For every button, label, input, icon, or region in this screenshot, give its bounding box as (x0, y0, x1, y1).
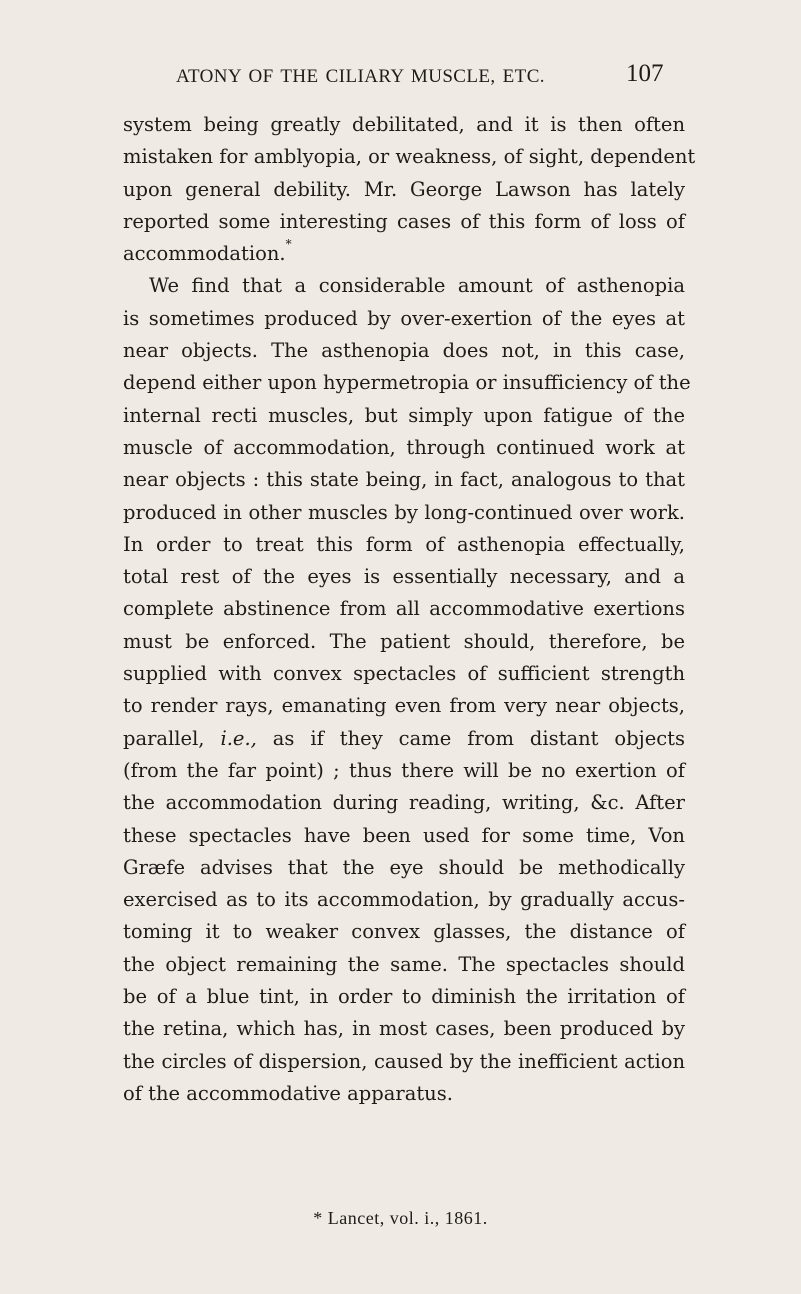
text-line: produced in other muscles by long-continued over work. (123, 500, 685, 524)
running-title: ATONY OF THE CILIARY MUSCLE, ETC. (176, 66, 545, 87)
text-line: reported some interesting cases of this form of loss of (123, 209, 685, 233)
text-line (123, 723, 685, 755)
text-line: the retina, which has, in most cases, been produced by (123, 1017, 685, 1041)
text-line: the circles of dispersion, caused by the inefficient action (123, 1049, 685, 1073)
text-line: internal recti muscles, but simply upon fatigue of the (123, 403, 685, 427)
text-line: mistaken for amblyopia, or weakness, of sight, dependent (123, 145, 696, 169)
text-line: toming it to weaker convex glasses, the distance of (123, 920, 685, 944)
text-line: near objects : this state being, in fact, analogous to that (123, 468, 685, 492)
text-line: supplied with convex spectacles of sufficient strength (123, 662, 685, 686)
text-line: depend either upon hypermetropia or insufficiency of the (123, 371, 691, 395)
text-line: system being greatly debilitated, and it is then often (123, 113, 685, 136)
text-line: In order to treat this form of asthenopia effectually, (123, 532, 685, 556)
body-text (123, 109, 696, 1110)
text-line: the object remaining the same. The spectacles should (123, 952, 685, 976)
running-header (0, 62, 801, 94)
italic-abbreviation: i.e., (220, 726, 257, 750)
text-line: total rest of the eyes is essentially necessary, and a (123, 565, 685, 589)
text-line: complete abstinence from all accommodative exertions (123, 597, 685, 621)
text-line: (from the far point) ; thus there will be no exertion of (123, 758, 685, 782)
page-number: 107 (626, 60, 664, 87)
text-fragment: accommodation. (123, 242, 286, 266)
text-line: to render rays, emanating even from very near objects, (123, 694, 685, 718)
text-line: must be enforced. The patient should, therefore, be (123, 629, 685, 653)
text-fragment: as if they came from distant objects (272, 726, 686, 750)
text-fragment: parallel, (123, 726, 205, 750)
text-line (123, 238, 685, 270)
footnote-marker: * (285, 237, 292, 252)
text-line: near objects. The asthenopia does not, in this case, (123, 339, 685, 363)
text-line: be of a blue tint, in order to diminish the irritation of (123, 985, 685, 1009)
text-line: muscle of accommodation, through continued work at (123, 435, 685, 459)
footnote: * Lancet, vol. i., 1861. (313, 1208, 488, 1228)
text-line: We find that a considerable amount of asthenopia (149, 274, 685, 298)
text-line: of the accommodative apparatus. (123, 1081, 453, 1105)
text-line: exercised as to its accommodation, by gradually accus- (123, 888, 685, 912)
text-line: upon general debility. Mr. George Lawson has lately (123, 177, 685, 201)
text-line: the accommodation during reading, writing, &c. After (123, 791, 685, 815)
text-line: these spectacles have been used for some time, Von (123, 823, 685, 847)
text-line: Græfe advises that the eye should be methodically (123, 855, 685, 879)
text-line: is sometimes produced by over-exertion of the eyes at (123, 306, 685, 330)
